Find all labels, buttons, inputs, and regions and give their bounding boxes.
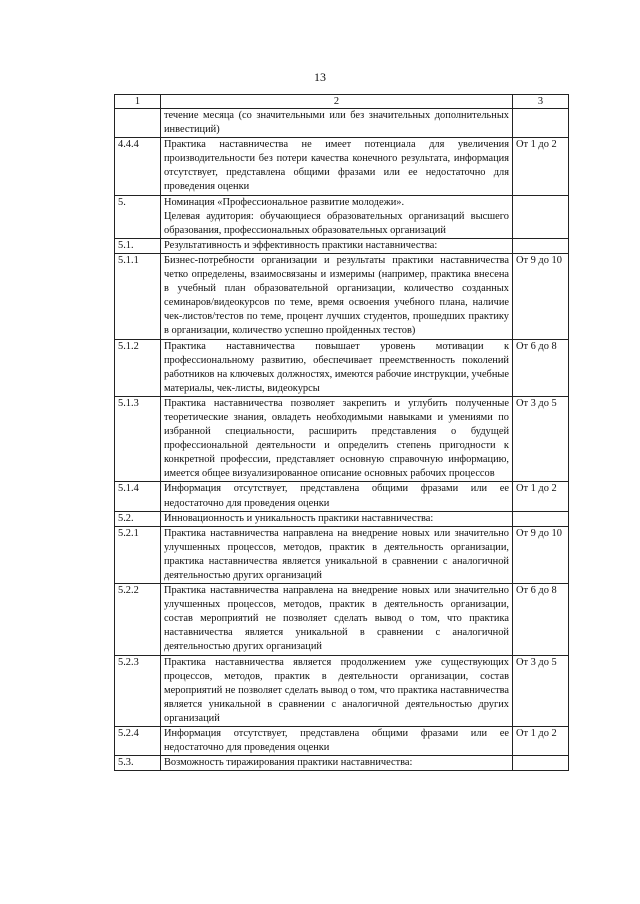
row-score (513, 756, 569, 771)
table-row (115, 655, 569, 726)
row-number: 5.2.4 (115, 727, 161, 756)
table-row (115, 339, 569, 396)
row-text: Результативность и эффективность практики наставничества: (161, 238, 513, 253)
table-row (115, 253, 569, 339)
table-row (115, 756, 569, 771)
row-text: Практика наставничества является продолжением уже существующих процессов, методов, практик в деятельности организации, состав мероприятий не позволяет сделать вывод о том, что практика наставничества является уникальной в сравнении с аналогичной деятельностью других организаций (161, 655, 513, 726)
table-row (115, 109, 569, 138)
table-row (115, 526, 569, 583)
row-number: 5.1. (115, 238, 161, 253)
nomination-title: Номинация «Профессиональное развитие молодежи». (164, 196, 405, 208)
row-score: От 1 до 2 (513, 138, 569, 195)
row-score: От 9 до 10 (513, 253, 569, 339)
table-row (115, 584, 569, 655)
row-text: течение месяца (со значительными или без значительных дополнительных инвестиций) (161, 109, 513, 138)
table-header-row (115, 95, 569, 109)
table-row (115, 482, 569, 511)
row-number: 5.1.4 (115, 482, 161, 511)
table-row (115, 238, 569, 253)
header-col-1: 1 (115, 95, 161, 109)
row-text: Практика наставничества направлена на внедрение новых или значительно улучшенных процессов, методов, практик в деятельность организации, состав мероприятий не позволяет сделать вывод о том, что практика наставничества является уникальной в сравнении с аналогичной деятельностью других организаций (161, 584, 513, 655)
table-row (115, 511, 569, 526)
row-number: 5.2.1 (115, 526, 161, 583)
row-number (115, 109, 161, 138)
row-score (513, 238, 569, 253)
row-number: 5.2. (115, 511, 161, 526)
row-text (161, 195, 513, 238)
row-number: 5.1.3 (115, 396, 161, 482)
row-score: От 1 до 2 (513, 482, 569, 511)
row-score: От 9 до 10 (513, 526, 569, 583)
criteria-table (114, 94, 569, 771)
row-score: От 3 до 5 (513, 655, 569, 726)
row-text: Практика наставничества не имеет потенциала для увеличения производительности без потери качества конечного результата, информация отсутствует, представлена общими фразами или ее недостаточно для проведения оценки (161, 138, 513, 195)
row-score (513, 109, 569, 138)
row-score (513, 195, 569, 238)
row-score: От 6 до 8 (513, 339, 569, 396)
table-row (115, 138, 569, 195)
row-text: Практика наставничества направлена на внедрение новых или значительно улучшенных процессов, методов, практик в деятельность организации, практика наставничества является уникальной в сравнении с аналогичной деятельностью других организаций (161, 526, 513, 583)
target-audience: Целевая аудитория: обучающиеся образовательных организаций высшего образования, профессиональных образовательных организаций (164, 210, 509, 236)
table-row (115, 195, 569, 238)
row-score: От 1 до 2 (513, 727, 569, 756)
row-text: Бизнес-потребности организации и результаты практики наставничества четко определены, взаимосвязаны и измеримы (например, практика внесена в учебный план образовательной организации, количество созданных семинаров/видеокурсов по теме, время освоения учебного плана, наличие чек-листов/тестов по теме, процент лучших студентов, прошедших практику в организации, количество успешно пройденных тестов) (161, 253, 513, 339)
row-number: 4.4.4 (115, 138, 161, 195)
row-number: 5.1.1 (115, 253, 161, 339)
table-row (115, 727, 569, 756)
row-score: От 3 до 5 (513, 396, 569, 482)
header-col-3: 3 (513, 95, 569, 109)
row-text: Практика наставничества позволяет закрепить и углубить полученные теоретические знания, овладеть необходимыми навыками и умениями по избранной специальности, расширить представления о будущей профессиональной деятельности и определить степень пригодности к конкретной профессии, представляет основную справочную информацию, имеется общее визуализированное описание основных рабочих процессов (161, 396, 513, 482)
row-number: 5.2.3 (115, 655, 161, 726)
row-text: Инновационность и уникальность практики наставничества: (161, 511, 513, 526)
row-score: От 6 до 8 (513, 584, 569, 655)
row-score (513, 511, 569, 526)
row-number: 5.1.2 (115, 339, 161, 396)
row-text: Информация отсутствует, представлена общими фразами или ее недостаточно для проведения оценки (161, 727, 513, 756)
page-number: 13 (314, 70, 326, 84)
header-col-2: 2 (161, 95, 513, 109)
row-text: Возможность тиражирования практики наставничества: (161, 756, 513, 771)
row-text: Информация отсутствует, представлена общими фразами или ее недостаточно для проведения оценки (161, 482, 513, 511)
row-text: Практика наставничества повышает уровень мотивации к профессиональному развитию, обеспечивает преемственность поколений работников на ключевых должностях, имеются рабочие инструкции, учебные материалы, чек-листы, видеокурсы (161, 339, 513, 396)
row-number: 5.2.2 (115, 584, 161, 655)
row-number: 5.3. (115, 756, 161, 771)
row-number: 5. (115, 195, 161, 238)
table-row (115, 396, 569, 482)
